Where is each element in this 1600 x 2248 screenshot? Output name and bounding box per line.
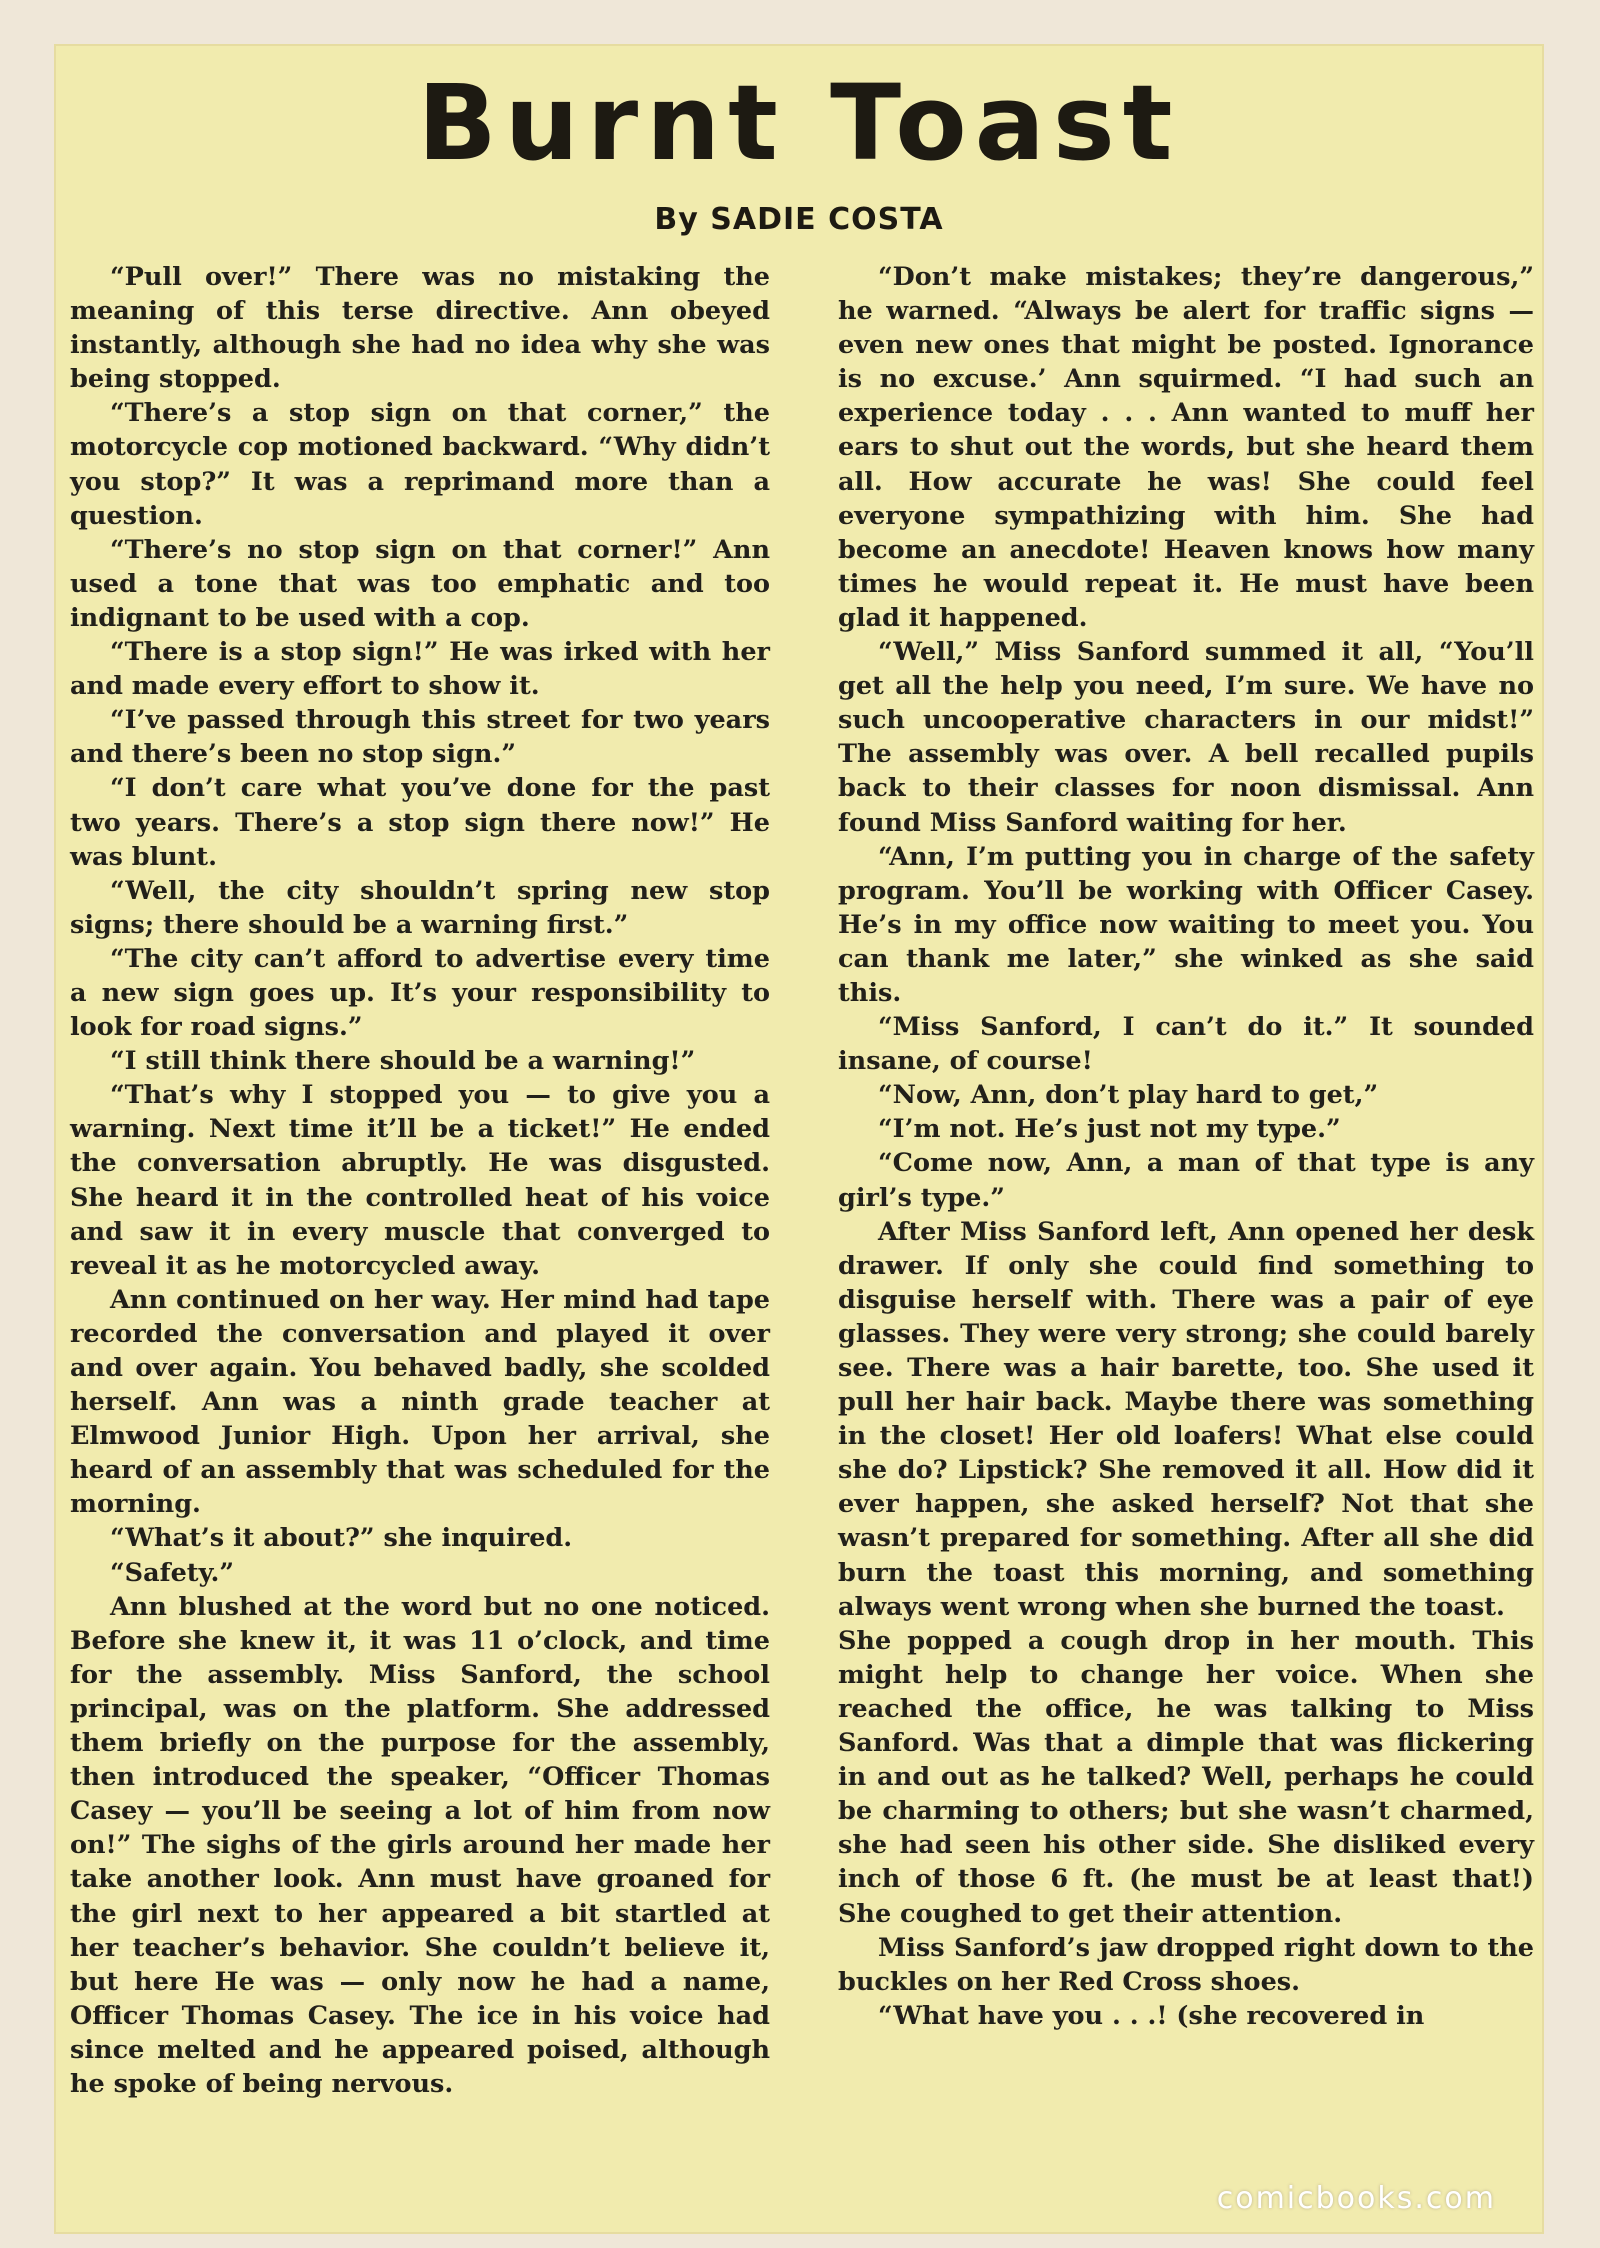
paragraph: “There’s no stop sign on that corner!” Ann used a tone that was too emphatic and too indignant to be used with a cop.: [70, 534, 770, 633]
left-text-column: [70, 260, 770, 2101]
paragraph: “The city can’t afford to advertise every time a new sign goes up. It’s your responsibility to look for road signs.”: [70, 943, 770, 1043]
paragraph: “I’ve passed through this street for two years and there’s been no stop sign.”: [70, 705, 770, 770]
paragraph: “Come now, Ann, a man of that type is any girl’s type.”: [838, 1148, 1534, 1213]
paragraph: “What’s it about?” she inquired.: [110, 1523, 573, 1554]
paragraph: After Miss Sanford left, Ann opened her desk drawer. If only she could find something to disguise herself with. There was a pair of eye glasses. They were very strong; she could barely see. There was a hair barette, too. She used it pull her hair back. Maybe there was something in the closet! Her old loafers! What else could she do? Lipstick? She removed it all. How did it ever happen, she asked herself? Not that she wasn’t prepared for something. After all she did burn the toast this morning, and something always went wrong when she burned the toast.: [838, 1216, 1534, 1622]
paragraph: “Well, the city shouldn’t spring new stop signs; there should be a warning first.”: [70, 875, 770, 940]
paragraph: “I still think there should be a warning!”: [110, 1046, 696, 1077]
paragraph: Miss Sanford’s jaw dropped right down to the buckles on her Red Cross shoes.: [838, 1932, 1534, 1997]
right-text-column: [838, 260, 1534, 2033]
paragraph: “There is a stop sign!” He was irked with her and made every effort to show it.: [70, 637, 770, 702]
paragraph: “Well,” Miss Sanford summed it all, “You’ll get all the help you need, I’m sure. We have no such uncooperative characters in our midst!” The assembly was over. A bell recalled pupils back to their classes for noon dismissal. Ann found Miss Sanford waiting for her.: [838, 637, 1534, 838]
site-watermark: comicbooks.com: [1216, 2181, 1496, 2216]
paragraph: “Don’t make mistakes; they’re dangerous,” he warned. “Always be alert for traffic signs — even new ones that might be posted. Ignorance is no excuse.’ Ann squirmed. “I had such an experience today . . . Ann wanted to muff her ears to shut out the words, but she heard them all. How accurate he was! She could feel everyone sympathizing with him. She had become an anecdote! Heaven knows how many times he would repeat it. He must have been glad it happened.: [838, 262, 1534, 633]
paragraph: “Pull over!” There was no mistaking the meaning of this terse directive. Ann obeyed instantly, although she had no idea why she was being stopped.: [70, 262, 770, 395]
paragraph: Ann blushed at the word but no one noticed. Before she knew it, it was 11 o’clock, and time for the assembly. Miss Sanford, the school principal, was on the platform. She addressed them briefly on the purpose for the assembly, then introduced the speaker, “Officer Thomas Casey — you’ll be seeing a lot of him from now on!” The sighs of the girls around her made her take another look. Ann must have groaned for the girl next to her appeared a bit startled at her teacher’s behavior. She couldn’t believe it, but here He was — only now he had a name, Officer Thomas Casey. The ice in his voice had since melted and he appeared poised, although he spoke of being nervous.: [70, 1591, 770, 2099]
paragraph: “Ann, I’m putting you in charge of the safety program. You’ll be working with Officer Casey. He’s in my office now waiting to meet you. You can thank me later,” she winked as she said this.: [838, 841, 1534, 1008]
paragraph: “Safety.”: [110, 1557, 235, 1588]
paragraph: “Miss Sanford, I can’t do it.” It sounded insane, of course!: [838, 1012, 1534, 1077]
story-byline: By SADIE COSTA: [654, 202, 944, 237]
paragraph: “I don’t care what you’ve done for the past two years. There’s a stop sign there now!” He was blunt.: [70, 773, 770, 872]
paragraph: She popped a cough drop in her mouth. This might help to change her voice. When she reached the office, he was talking to Miss Sanford. Was that a dimple that was flickering in and out as he talked? Well, perhaps he could be charming to others; but she wasn’t charmed, she had seen his other side. She disliked every inch of those 6 ft. (he must be at least that!) She coughed to get their attention.: [838, 1625, 1534, 1929]
paragraph: Ann continued on her way. Her mind had tape recorded the conversation and played it over and over again. You behaved badly, she scolded herself. Ann was a ninth grade teacher at Elmwood Junior High. Upon her arrival, she heard of an assembly that was scheduled for the morning.: [70, 1284, 770, 1520]
story-title: Burnt Toast: [417, 62, 1181, 184]
paragraph: “Now, Ann, don’t play hard to get,”: [878, 1080, 1379, 1111]
paragraph: “That’s why I stopped you — to give you a warning. Next time it’ll be a ticket!” He ended the conversation abruptly. He was disgusted. She heard it in the controlled heat of his voice and saw it in every muscle that converged to reveal it as he motorcycled away.: [70, 1080, 770, 1281]
paragraph: “There’s a stop sign on that corner,” the motorcycle cop motioned backward. “Why didn’t you stop?” It was a reprimand more than a question.: [70, 398, 770, 531]
paragraph: “What have you . . .! (she recovered in: [878, 2000, 1425, 2031]
story-page: [54, 44, 1544, 2234]
paragraph: “I’m not. He’s just not my type.”: [878, 1114, 1341, 1145]
